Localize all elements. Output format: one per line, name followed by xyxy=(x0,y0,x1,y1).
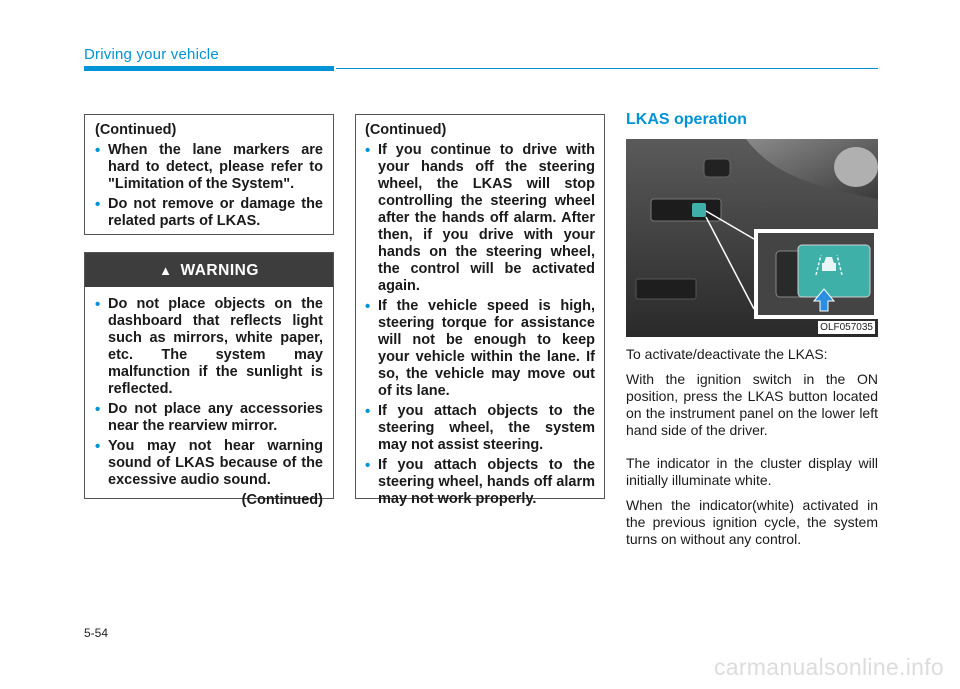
fuse-panel-shape xyxy=(636,279,696,299)
list-item: • If the vehicle speed is high, steering torque for assistance will not be enough to keep your vehicle within the lane. If so, the vehicle may move out of its lane. xyxy=(365,298,595,399)
section-title: Driving your vehicle xyxy=(84,46,219,63)
bullet-icon: • xyxy=(95,296,101,313)
dashboard-illustration xyxy=(626,139,878,337)
stalk-switch-shape xyxy=(704,159,730,177)
warning-label: WARNING xyxy=(180,261,259,279)
paragraph: With the ignition switch in the ON position, press the LKAS button located on the instrument panel on the lower left hand side of the driver. xyxy=(626,371,878,438)
continued-label: (Continued) xyxy=(241,492,323,508)
warning-triangle-icon: ▲ xyxy=(159,262,173,278)
list-item: • If you attach objects to the steering wheel, hands off alarm may not work properly. xyxy=(365,457,595,507)
list-item: • You may not hear warning sound of LKAS because of the excessive audio sound. xyxy=(95,438,323,488)
page-number: 5-54 xyxy=(84,626,109,640)
warning-header xyxy=(85,253,333,287)
bullet-icon: • xyxy=(95,401,101,418)
lkas-heading: LKAS operation xyxy=(626,111,747,128)
bullet-icon: • xyxy=(365,298,371,315)
steering-hub-shape xyxy=(834,147,878,187)
bullet-icon: • xyxy=(365,457,371,474)
paragraph: To activate/deactivate the LKAS: xyxy=(626,346,828,362)
bullet-icon: • xyxy=(365,142,371,159)
header-rule-thick xyxy=(84,66,334,71)
paragraph: The indicator in the cluster display will initially illuminate white. xyxy=(626,455,878,488)
bullet-icon: • xyxy=(365,403,371,420)
watermark: carmanualsonline.info xyxy=(713,654,944,680)
image-code: OLF057035 xyxy=(820,322,873,333)
bullet-icon: • xyxy=(95,142,101,159)
list-item: • Do not place any accessories near the rearview mirror. xyxy=(95,401,323,434)
bullet-icon: • xyxy=(95,438,101,455)
list-item: • If you continue to drive with your hands off the steering wheel, the LKAS will stop controlling the steering wheel after the hands off alarm. After then, if you drive with your hands on the steering wheel, the control will be activated again. xyxy=(365,142,595,294)
continued-label: (Continued) xyxy=(365,122,447,138)
paragraph: When the indicator(white) activated in the previous ignition cycle, the system turns on without any control. xyxy=(626,497,878,547)
lkas-button-photo xyxy=(626,139,878,337)
list-item: • When the lane markers are hard to detect, please refer to "Limitation of the System". xyxy=(95,142,323,192)
continued-label: (Continued) xyxy=(95,122,177,138)
warning-box xyxy=(84,252,334,508)
continued-note-box xyxy=(84,114,334,235)
header-rule-thin xyxy=(336,68,878,69)
small-lkas-button-shape xyxy=(692,203,706,217)
list-item: • Do not place objects on the dashboard that reflects light such as mirrors, white paper, etc. The system may malfunction if the sunlight is reflected. xyxy=(95,296,323,397)
continued-warning-box xyxy=(355,114,605,507)
list-item: • If you attach objects to the steering wheel, the system may not assist steering. xyxy=(365,403,595,453)
list-item: • Do not remove or damage the related parts of LKAS. xyxy=(95,196,323,229)
switch-panel-shape xyxy=(651,199,721,221)
lkas-body xyxy=(626,346,878,556)
bullet-icon: • xyxy=(95,196,101,213)
